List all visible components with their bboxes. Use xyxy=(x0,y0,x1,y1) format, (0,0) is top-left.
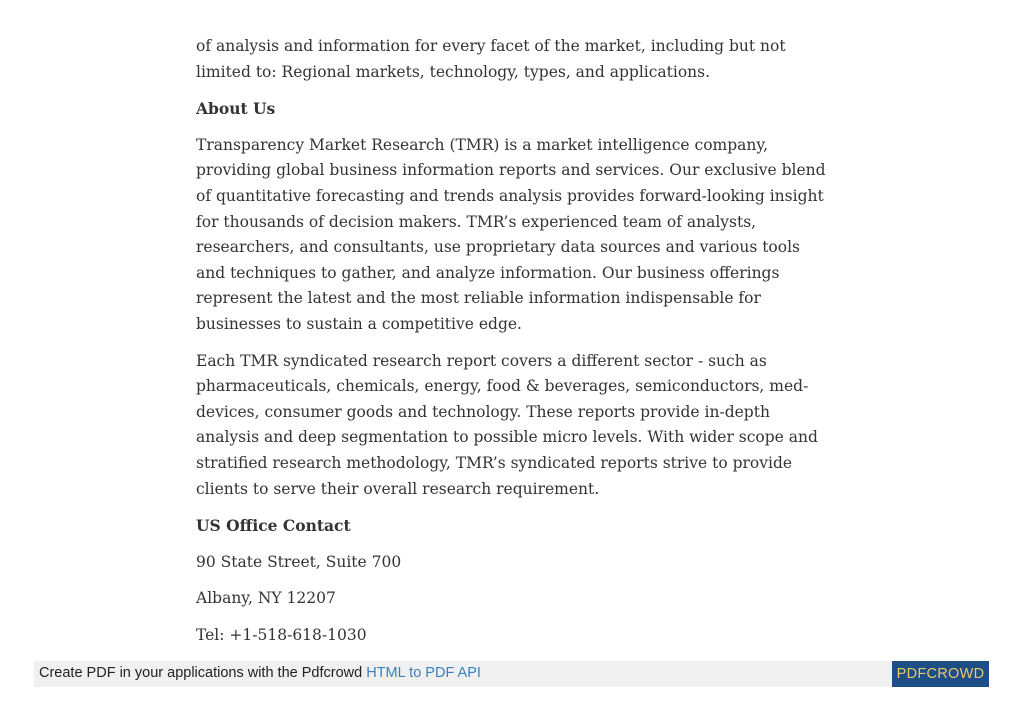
html-to-pdf-api-link[interactable]: HTML to PDF API xyxy=(366,665,481,681)
about-paragraph-2: Each TMR syndicated research report covers a different sector - such as pharmaceuticals, chemicals, energy, food & beverages, semiconductors, med-devices, consumer goods and technology. These reports provide in-depth analysis and deep segmentation to possible micro levels. With wider scope and stratified research methodology, TMR’s syndicated reports strive to provide clients to serve their overall research requirement. xyxy=(196,351,818,498)
about-heading: About Us xyxy=(196,99,276,119)
contact-heading: US Office Contact xyxy=(196,516,351,536)
intro-paragraph: of analysis and information for every facet of the market, including but not limited to: Regional markets, technology, types, and applications. xyxy=(196,37,786,81)
address-line-2: Albany, NY 12207 xyxy=(196,589,336,608)
address-line-1: 90 State Street, Suite 700 xyxy=(196,552,402,571)
pdfcrowd-footer xyxy=(34,661,989,687)
document-body xyxy=(196,34,828,659)
pdfcrowd-badge-link[interactable]: PDFCROWD xyxy=(892,661,989,687)
footer-text xyxy=(39,665,481,681)
footer-prefix: Create PDF in your applications with the Pdfcrowd xyxy=(39,665,367,681)
phone-line: Tel: +1-518-618-1030 xyxy=(196,625,367,644)
about-paragraph-1: Transparency Market Research (TMR) is a market intelligence company, providing global business information reports and services. Our exclusive blend of quantitative forecasting and trends analysis provides forward-looking insight for thousands of decision makers. TMR’s experienced team of analysts, researchers, and consultants, use proprietary data sources and various tools and techniques to gather, and analyze information. Our business offerings represent the latest and the most reliable information indispensable for businesses to sustain a competitive edge. xyxy=(196,135,826,333)
